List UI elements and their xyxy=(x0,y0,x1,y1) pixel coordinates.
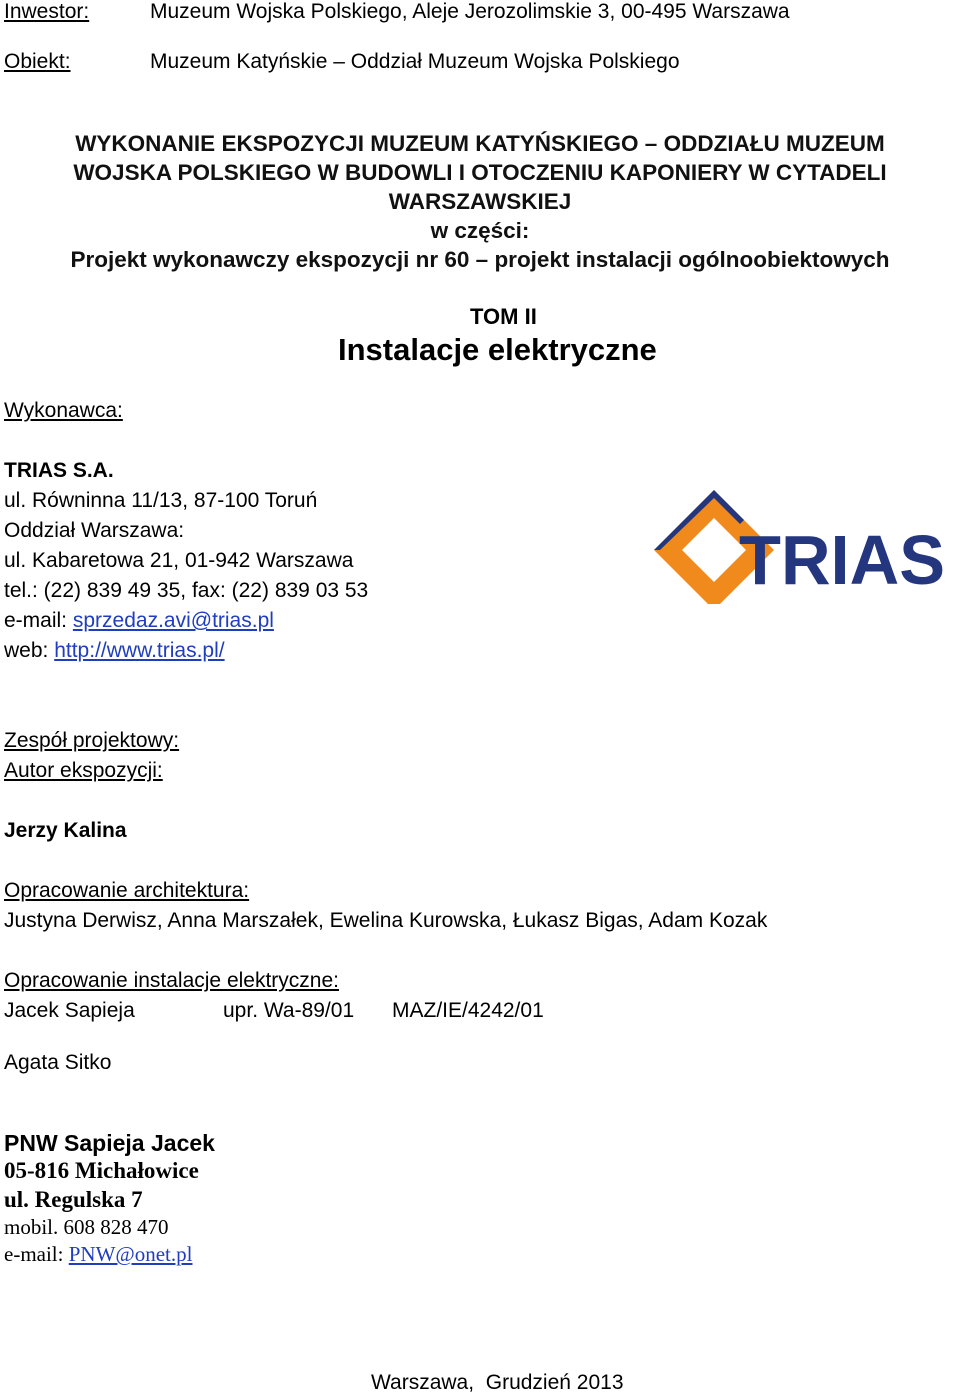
company-email-label: e-mail: xyxy=(4,1242,69,1266)
contractor-web-row xyxy=(4,639,225,663)
contractor-phone: tel.: (22) 839 49 35, fax: (22) 839 03 53 xyxy=(4,579,369,602)
company-email-row xyxy=(4,1242,192,1267)
web-label: web: xyxy=(4,639,55,662)
electrical-label: Opracowanie instalacje elektryczne: xyxy=(4,969,339,992)
volume-label: TOM II xyxy=(470,304,537,329)
trias-logo xyxy=(652,488,948,604)
place-date: Warszawa, Grudzień 2013 xyxy=(371,1371,624,1394)
logo-wordmark: TRIAS xyxy=(739,521,945,599)
title-line-5: Projekt wykonawczy ekspozycji nr 60 – projekt instalacji ogólnoobiektowych xyxy=(70,247,890,272)
contractor-name: TRIAS S.A. xyxy=(4,459,114,482)
author-name: Jerzy Kalina xyxy=(4,819,127,842)
company-mobile: mobil. 608 828 470 xyxy=(4,1215,169,1239)
team-label: Zespół projektowy: xyxy=(4,729,180,752)
document-subtitle: Instalacje elektryczne xyxy=(338,332,657,367)
company-city: 05-816 Michałowice xyxy=(4,1158,199,1183)
company-name: PNW Sapieja Jacek xyxy=(4,1130,215,1156)
object-label: Obiekt: xyxy=(4,50,71,73)
company-street: ul. Regulska 7 xyxy=(4,1187,143,1212)
company-email-link[interactable]: PNW@onet.pl xyxy=(68,1242,193,1266)
email-label: e-mail: xyxy=(4,609,73,632)
title-line-3: WARSZAWSKIEJ xyxy=(388,189,572,214)
electrical-name: Jacek Sapieja xyxy=(4,999,135,1022)
contractor-email-link[interactable]: sprzedaz.avi@trias.pl xyxy=(72,609,274,632)
contractor-address: ul. Równinna 11/13, 87-100 Toruń xyxy=(4,489,318,512)
contractor-label: Wykonawca: xyxy=(4,399,123,422)
trias-logo-graphic xyxy=(652,488,948,604)
electrical-registration: MAZ/IE/4242/01 xyxy=(392,999,544,1022)
investor-value: Muzeum Wojska Polskiego, Aleje Jerozolimskie 3, 00-495 Warszawa xyxy=(150,0,790,23)
contractor-branch-address: ul. Kabaretowa 21, 01-942 Warszawa xyxy=(4,549,354,572)
architecture-names: Justyna Derwisz, Anna Marszałek, Ewelina Kurowska, Łukasz Bigas, Adam Kozak xyxy=(4,909,768,932)
electrical-name-2: Agata Sitko xyxy=(4,1051,112,1074)
investor-label: Inwestor: xyxy=(4,0,90,23)
object-value: Muzeum Katyńskie – Oddział Muzeum Wojska Polskiego xyxy=(150,50,680,73)
contractor-email-row xyxy=(4,609,274,633)
author-label: Autor ekspozycji: xyxy=(4,759,163,782)
contractor-branch: Oddział Warszawa: xyxy=(4,519,185,542)
title-line-1: WYKONANIE EKSPOZYCJI MUZEUM KATYŃSKIEGO – ODDZIAŁU MUZEUM xyxy=(75,131,885,156)
architecture-label: Opracowanie architektura: xyxy=(4,879,250,902)
title-line-2: WOJSKA POLSKIEGO W BUDOWLI I OTOCZENIU KAPONIERY W CYTADELI xyxy=(73,160,887,185)
title-line-4: w części: xyxy=(430,218,530,243)
electrical-license: upr. Wa-89/01 xyxy=(223,999,355,1022)
contractor-web-link[interactable]: http://www.trias.pl/ xyxy=(54,639,225,662)
